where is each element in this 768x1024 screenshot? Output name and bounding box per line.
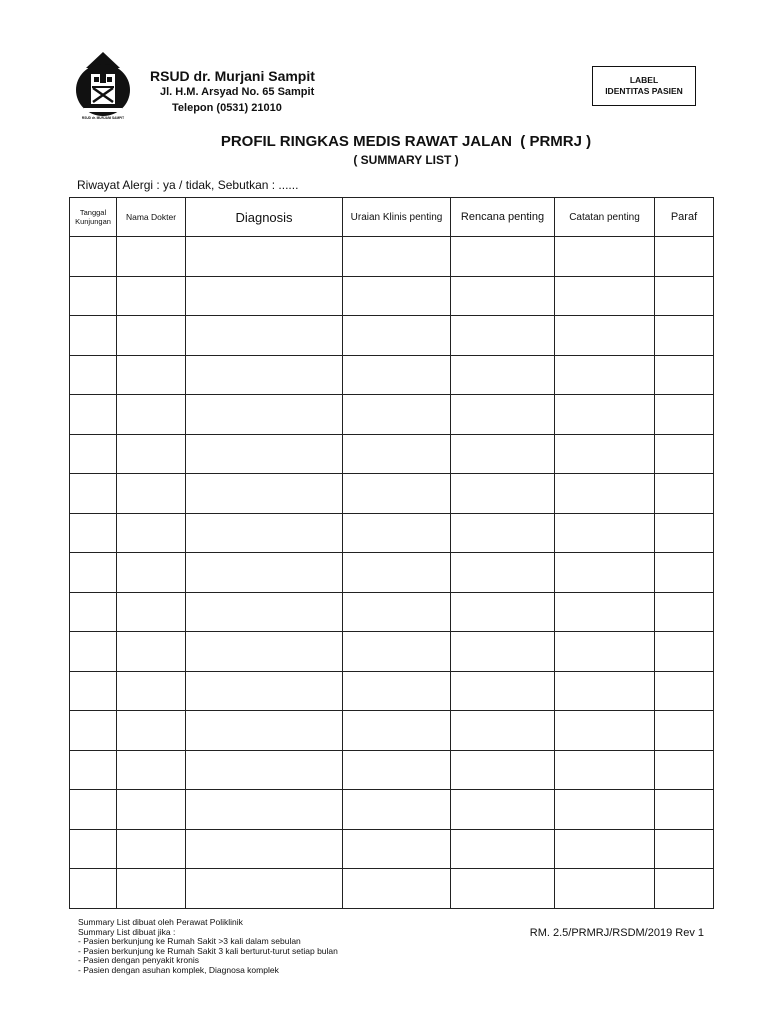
table-cell[interactable] (555, 513, 655, 553)
table-cell[interactable] (117, 750, 186, 790)
table-cell[interactable] (117, 434, 186, 474)
hospital-name: RSUD dr. Murjani Sampit (150, 68, 315, 84)
table-cell[interactable] (117, 592, 186, 632)
table-cell[interactable] (343, 474, 451, 514)
table-cell[interactable] (70, 829, 117, 869)
table-cell[interactable] (655, 276, 714, 316)
table-cell[interactable] (555, 434, 655, 474)
table-cell[interactable] (555, 553, 655, 593)
table-row (70, 355, 714, 395)
table-cell[interactable] (555, 671, 655, 711)
table-cell[interactable] (186, 316, 343, 356)
table-cell[interactable] (117, 513, 186, 553)
table-cell[interactable] (343, 513, 451, 553)
form-title: PROFIL RINGKAS MEDIS RAWAT JALAN ( PRMRJ ) (220, 133, 592, 150)
table-cell[interactable] (555, 790, 655, 830)
table-cell[interactable] (343, 671, 451, 711)
table-cell[interactable] (655, 316, 714, 356)
table-cell[interactable] (343, 355, 451, 395)
table-cell[interactable] (186, 829, 343, 869)
table-row (70, 632, 714, 672)
table-cell[interactable] (555, 632, 655, 672)
table-cell[interactable] (186, 869, 343, 909)
table-cell[interactable] (655, 355, 714, 395)
col-header-signature: Paraf (655, 198, 714, 237)
table-cell[interactable] (343, 316, 451, 356)
table-cell[interactable] (343, 711, 451, 751)
table-cell[interactable] (70, 434, 117, 474)
table-cell[interactable] (70, 316, 117, 356)
note-line: Summary List dibuat oleh Perawat Poliklinik (78, 917, 243, 927)
table-cell[interactable] (186, 592, 343, 632)
table-cell[interactable] (655, 237, 714, 277)
table-body (70, 237, 714, 909)
hospital-address: Jl. H.M. Arsyad No. 65 Sampit (160, 86, 315, 98)
table-row (70, 790, 714, 830)
table-row (70, 592, 714, 632)
table-cell[interactable] (186, 711, 343, 751)
table-row (70, 711, 714, 751)
table-cell[interactable] (117, 316, 186, 356)
note-line: Summary List dibuat jika : (78, 926, 176, 937)
table-cell[interactable] (655, 395, 714, 435)
table-cell[interactable] (555, 750, 655, 790)
document-code: RM. 2.5/PRMRJ/RSDM/2019 Rev 1 (529, 927, 704, 939)
table-cell[interactable] (70, 237, 117, 277)
table-cell[interactable] (343, 276, 451, 316)
table-cell[interactable] (343, 750, 451, 790)
table-cell[interactable] (451, 750, 555, 790)
table-cell[interactable] (451, 276, 555, 316)
table-cell[interactable] (343, 790, 451, 830)
patient-label-box (592, 66, 696, 106)
table-cell[interactable] (117, 711, 186, 751)
table-cell[interactable] (555, 592, 655, 632)
table-cell[interactable] (186, 434, 343, 474)
table-cell[interactable] (555, 869, 655, 909)
table-cell[interactable] (343, 553, 451, 593)
table-cell[interactable] (555, 474, 655, 514)
table-cell[interactable] (343, 869, 451, 909)
table-cell[interactable] (343, 592, 451, 632)
table-row (70, 829, 714, 869)
table-cell[interactable] (70, 592, 117, 632)
table-cell[interactable] (555, 237, 655, 277)
table-cell[interactable] (555, 316, 655, 356)
table-cell[interactable] (117, 632, 186, 672)
table-cell[interactable] (70, 355, 117, 395)
table-cell[interactable] (186, 355, 343, 395)
summary-table (69, 197, 714, 909)
table-cell[interactable] (70, 474, 117, 514)
table-cell[interactable] (186, 790, 343, 830)
table-row (70, 513, 714, 553)
col-header-plan: Rencana penting (451, 198, 555, 237)
table-cell[interactable] (655, 671, 714, 711)
table-cell[interactable] (451, 553, 555, 593)
table-row (70, 553, 714, 593)
table-cell[interactable] (451, 355, 555, 395)
table-row (70, 237, 714, 277)
table-row (70, 869, 714, 909)
table-cell[interactable] (186, 750, 343, 790)
table-cell[interactable] (555, 276, 655, 316)
table-cell[interactable] (117, 395, 186, 435)
table-cell[interactable] (70, 632, 117, 672)
table-row (70, 474, 714, 514)
table-cell[interactable] (655, 553, 714, 593)
table-cell[interactable] (555, 711, 655, 751)
table-cell[interactable] (555, 829, 655, 869)
table-cell[interactable] (343, 632, 451, 672)
table-cell[interactable] (117, 553, 186, 593)
table-header-row (70, 198, 714, 237)
table-cell[interactable] (186, 632, 343, 672)
table-cell[interactable] (555, 355, 655, 395)
col-header-date: Tanggal Kunjungan (70, 198, 117, 237)
table-cell[interactable] (451, 869, 555, 909)
table-cell[interactable] (451, 671, 555, 711)
table-cell[interactable] (117, 671, 186, 711)
table-row (70, 395, 714, 435)
hospital-phone: Telepon (0531) 21010 (172, 102, 282, 114)
table-cell[interactable] (451, 829, 555, 869)
table-cell[interactable] (70, 513, 117, 553)
table-cell[interactable] (117, 474, 186, 514)
table-cell[interactable] (70, 395, 117, 435)
table-cell[interactable] (655, 790, 714, 830)
label-box-line2: IDENTITAS PASIEN (605, 86, 683, 96)
table-cell[interactable] (655, 711, 714, 751)
note-line: - Pasien berkunjung ke Rumah Sakit 3 kali berturut-turut setiap bulan (78, 945, 338, 956)
col-header-doctor: Nama Dokter (117, 198, 186, 237)
table-row (70, 434, 714, 474)
note-line: - Pasien dengan penyakit kronis (78, 955, 199, 965)
table-cell[interactable] (451, 513, 555, 553)
footer-notes (78, 918, 338, 975)
table-cell[interactable] (451, 434, 555, 474)
table-cell[interactable] (186, 237, 343, 277)
table-cell[interactable] (343, 829, 451, 869)
table-cell[interactable] (70, 790, 117, 830)
table-cell[interactable] (117, 237, 186, 277)
form-subtitle: ( SUMMARY LIST ) (353, 153, 459, 167)
hospital-logo-icon (72, 50, 134, 122)
table-cell[interactable] (451, 237, 555, 277)
table-cell[interactable] (186, 474, 343, 514)
table-cell[interactable] (186, 671, 343, 711)
col-header-diagnosis: Diagnosis (186, 198, 343, 237)
note-line: - Pasien dengan asuhan komplek, Diagnosa komplek (78, 964, 279, 975)
table-cell[interactable] (70, 671, 117, 711)
table-cell[interactable] (343, 395, 451, 435)
table-cell[interactable] (451, 592, 555, 632)
col-header-clinical: Uraian Klinis penting (343, 198, 451, 237)
table-cell[interactable] (186, 395, 343, 435)
table-row (70, 750, 714, 790)
table-cell[interactable] (117, 829, 186, 869)
table-cell[interactable] (655, 632, 714, 672)
table-cell[interactable] (70, 750, 117, 790)
table-cell[interactable] (451, 474, 555, 514)
table-cell[interactable] (186, 553, 343, 593)
table-cell[interactable] (655, 869, 714, 909)
table-cell[interactable] (186, 276, 343, 316)
logo-caption: RSUD dr. MURJANI SAMPIT (81, 116, 125, 120)
table-cell[interactable] (451, 632, 555, 672)
col-header-notes: Catatan penting (555, 198, 655, 237)
table-cell[interactable] (451, 395, 555, 435)
table-cell[interactable] (555, 395, 655, 435)
note-line: - Pasien berkunjung ke Rumah Sakit >3 kali dalam sebulan (78, 936, 301, 946)
table-row (70, 316, 714, 356)
table-cell[interactable] (70, 276, 117, 316)
table-cell[interactable] (117, 869, 186, 909)
table-cell[interactable] (655, 474, 714, 514)
table-cell[interactable] (117, 276, 186, 316)
table-cell[interactable] (451, 790, 555, 830)
table-cell[interactable] (655, 750, 714, 790)
table-cell[interactable] (655, 829, 714, 869)
table-cell[interactable] (343, 237, 451, 277)
table-cell[interactable] (70, 553, 117, 593)
table-row (70, 671, 714, 711)
table-cell[interactable] (117, 355, 186, 395)
table-cell[interactable] (451, 711, 555, 751)
table-row (70, 276, 714, 316)
allergy-field[interactable]: Riwayat Alergi : ya / tidak, Sebutkan : ...... (77, 178, 299, 192)
table-cell[interactable] (655, 592, 714, 632)
table-cell[interactable] (186, 513, 343, 553)
table-cell[interactable] (343, 434, 451, 474)
table-cell[interactable] (655, 513, 714, 553)
table-cell[interactable] (451, 316, 555, 356)
table-cell[interactable] (655, 434, 714, 474)
table-cell[interactable] (117, 790, 186, 830)
table-cell[interactable] (70, 869, 117, 909)
table-cell[interactable] (70, 711, 117, 751)
label-box-line1: LABEL (629, 75, 659, 85)
